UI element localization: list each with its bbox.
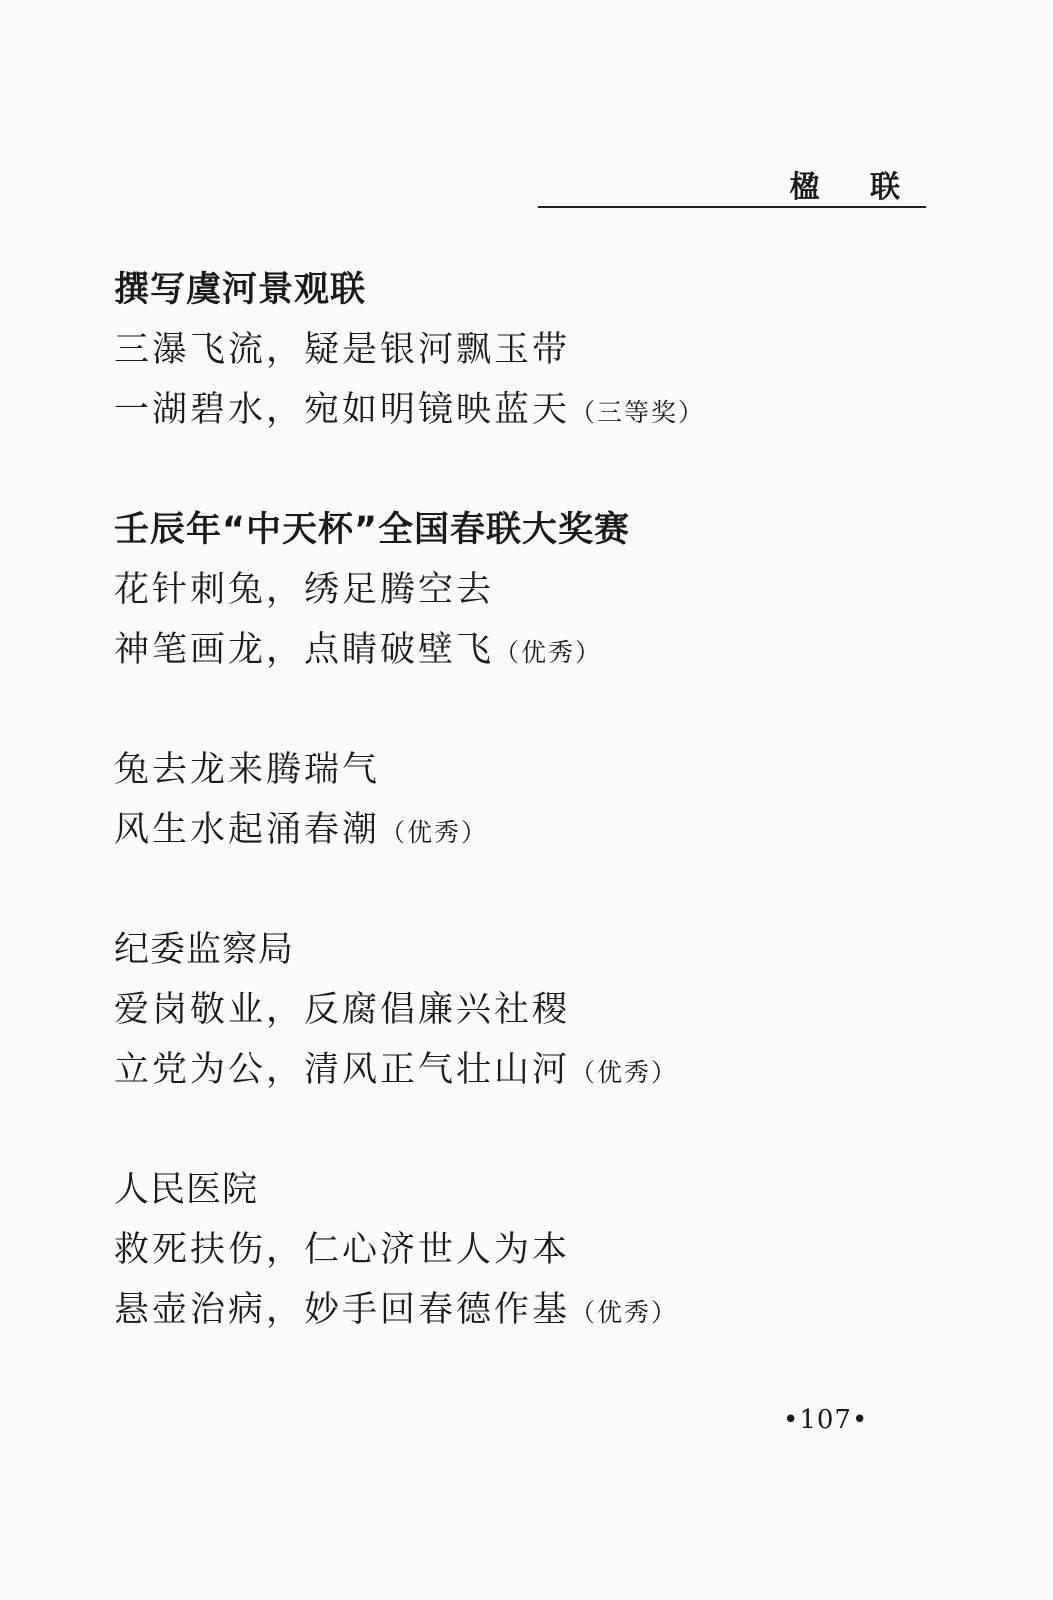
couplet-lower-text: 悬壶治病，妙手回春德作基 (114, 1290, 571, 1330)
award-note: （优秀） (570, 1058, 679, 1087)
couplet-lower-text: 一湖碧水，宛如明镜映蓝天 (114, 390, 571, 430)
couplet-upper-line: 三瀑飞流，疑是银河飘玉带 (114, 330, 571, 370)
couplet-title: 撰写虞河景观联 (114, 270, 367, 310)
couplet-upper-line: 救死扶伤，仁心济世人为本 (114, 1230, 571, 1270)
couplet-entry (114, 260, 994, 440)
couplet-lower-line (114, 1280, 994, 1340)
page-number: •107• (783, 1405, 869, 1435)
couplet-title: 人民医院 (114, 1170, 259, 1210)
award-note: （优秀） (380, 818, 489, 847)
spacer (114, 680, 994, 740)
couplet-upper-line: 花针刺兔，绣足腾空去 (114, 570, 495, 610)
couplet-title: 纪委监察局 (114, 930, 295, 970)
couplet-lower-text: 风生水起涌春潮 (114, 810, 381, 850)
couplet-title: 壬辰年“中天杯”全国春联大奖赛 (114, 510, 631, 550)
couplet-entry (114, 500, 994, 680)
running-head-title: 楹 联 (789, 170, 920, 205)
couplet-lower-line (114, 380, 994, 440)
couplet-entry (114, 1160, 994, 1340)
couplet-lower-text: 神笔画龙，点睛破壁飞 (114, 630, 495, 670)
spacer (114, 440, 994, 500)
running-head (538, 160, 926, 208)
couplet-lower-line (114, 620, 994, 680)
couplet-lower-text: 立党为公，清风正气壮山河 (114, 1050, 571, 1090)
couplet-upper-line: 爱岗敬业，反腐倡廉兴社稷 (114, 990, 571, 1030)
couplet-entry (114, 740, 994, 860)
award-note: （三等奖） (570, 398, 706, 427)
couplet-list (114, 260, 994, 1340)
couplet-lower-line (114, 800, 994, 860)
spacer (114, 860, 994, 920)
spacer (114, 1100, 994, 1160)
award-note: （优秀） (570, 1298, 679, 1327)
award-note: （优秀） (494, 638, 603, 667)
couplet-upper-line: 兔去龙来腾瑞气 (114, 750, 381, 790)
couplet-lower-line (114, 1040, 994, 1100)
couplet-entry (114, 920, 994, 1100)
